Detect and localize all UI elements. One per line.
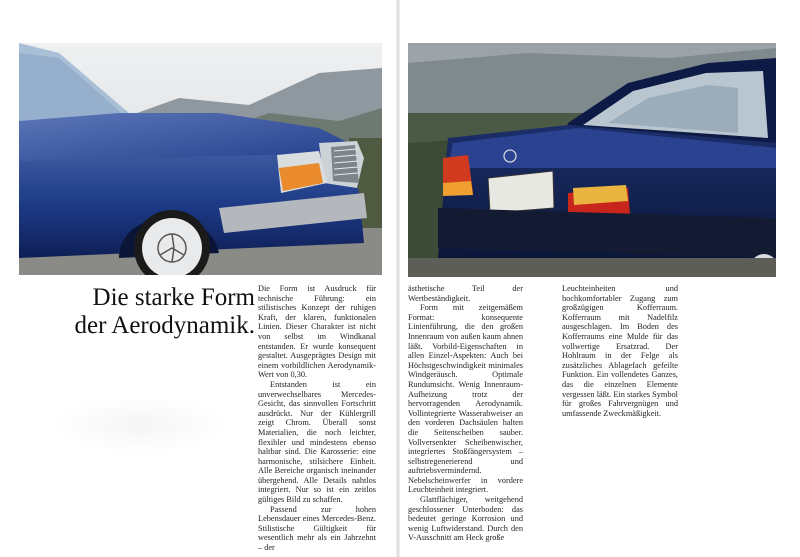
car-rear-photo: [408, 43, 776, 277]
paragraph: Passend zur hohen Lebensdauer eines Mercedes-Benz. Stilistische Gültigkeit für wesentlich mehr als ein Jahrzehnt – der: [258, 504, 376, 553]
car-front-photo: [19, 43, 382, 275]
paragraph: Glattflächiger, weitgehend geschlossener Unterboden: das bedeutet geringe Korrosion und wenig Luftwiderstand. Durch den V-Ausschnitt am Heck große: [408, 495, 523, 543]
text-column-1: [258, 284, 376, 553]
headline-line-2: der Aerodynamik.: [74, 312, 255, 339]
decorative-shadow: [50, 395, 230, 455]
paragraph: ästhetische Teil der Wertbeständigkeit.: [408, 284, 523, 303]
text-column-2: [408, 284, 523, 543]
paragraph: Leuchteinheiten und hochkomfortabler Zugang zum großzügigen Kofferraum. Kofferraum mit Nadelfilz ausgeschlagen. Im Boden des Kofferraums eine Mulde für das vollwertige Ersatzrad. Der Hohlraum in der Felge als zusätzliches Ablagefach gefeilte Funktion. Ein vollendetes Ganzes, das die einzelnen Elemente vergessen läßt. Ein starkes Symbol für großes Fahrvergnügen und umfassende Zweckmäßigkeit.: [562, 284, 678, 418]
headline-line-1: Die starke Form: [92, 284, 255, 311]
paragraph: Entstanden ist ein unverwechselbares Mercedes-Gesicht, das sinnvollen Fortschritt ausdrückt. Nur der Kühlergrill zeigt Chrom. Überall sonst Materialien, die noch leichter, flexibler und mindestens ebenso haltbar sind. Die Karosserie: eine harmonische, stilsichere Einheit. Alle Bereiche organisch ineinander übergehend. Alle Details nahtlos integriert. Nur so ist ein zeitlos gültiges Bild zu schaffen.: [258, 379, 376, 505]
paragraph: Die Form ist Ausdruck für technische Führung: ein stilistisches Konzept der ruhigen Kraft, der klaren, funktionalen Linien. Dieser Charakter ist nicht von selbst im Windkanal entstanden. Er wurde konsequent gestaltet. Ausgeprägtes Design mit einem vorbildlichen Aerodynamik-Wert von 0,30.: [258, 284, 376, 380]
paragraph: Form mit zeitgemäßem Format: konsequente Linienführung, die den großen Innenraum von außen kaum ahnen läßt. Vorbild-Eigenschaften in allen Einzel-Aspekten: Auch bei Höchstgeschwindigkeit minimales Windgeräusch. Optimale Rundumsicht. Wenig Innenraum-Aufheizung trotz der hervorragenden Aerodynamik. Vollintegrierte Wasserabweiser an den vorderen Dachsäulen halten die Seitenscheiben sauber. Vollversenkter Scheibenwischer, integriertes Stoßfängersystem – selbstregenerierend und auftriebsvermindernd. Nebelscheinwerfer in vordere Leuchteinheit integriert.: [408, 303, 523, 495]
page-gutter: [396, 0, 400, 557]
text-column-3: [562, 284, 678, 418]
headline: [40, 284, 255, 340]
